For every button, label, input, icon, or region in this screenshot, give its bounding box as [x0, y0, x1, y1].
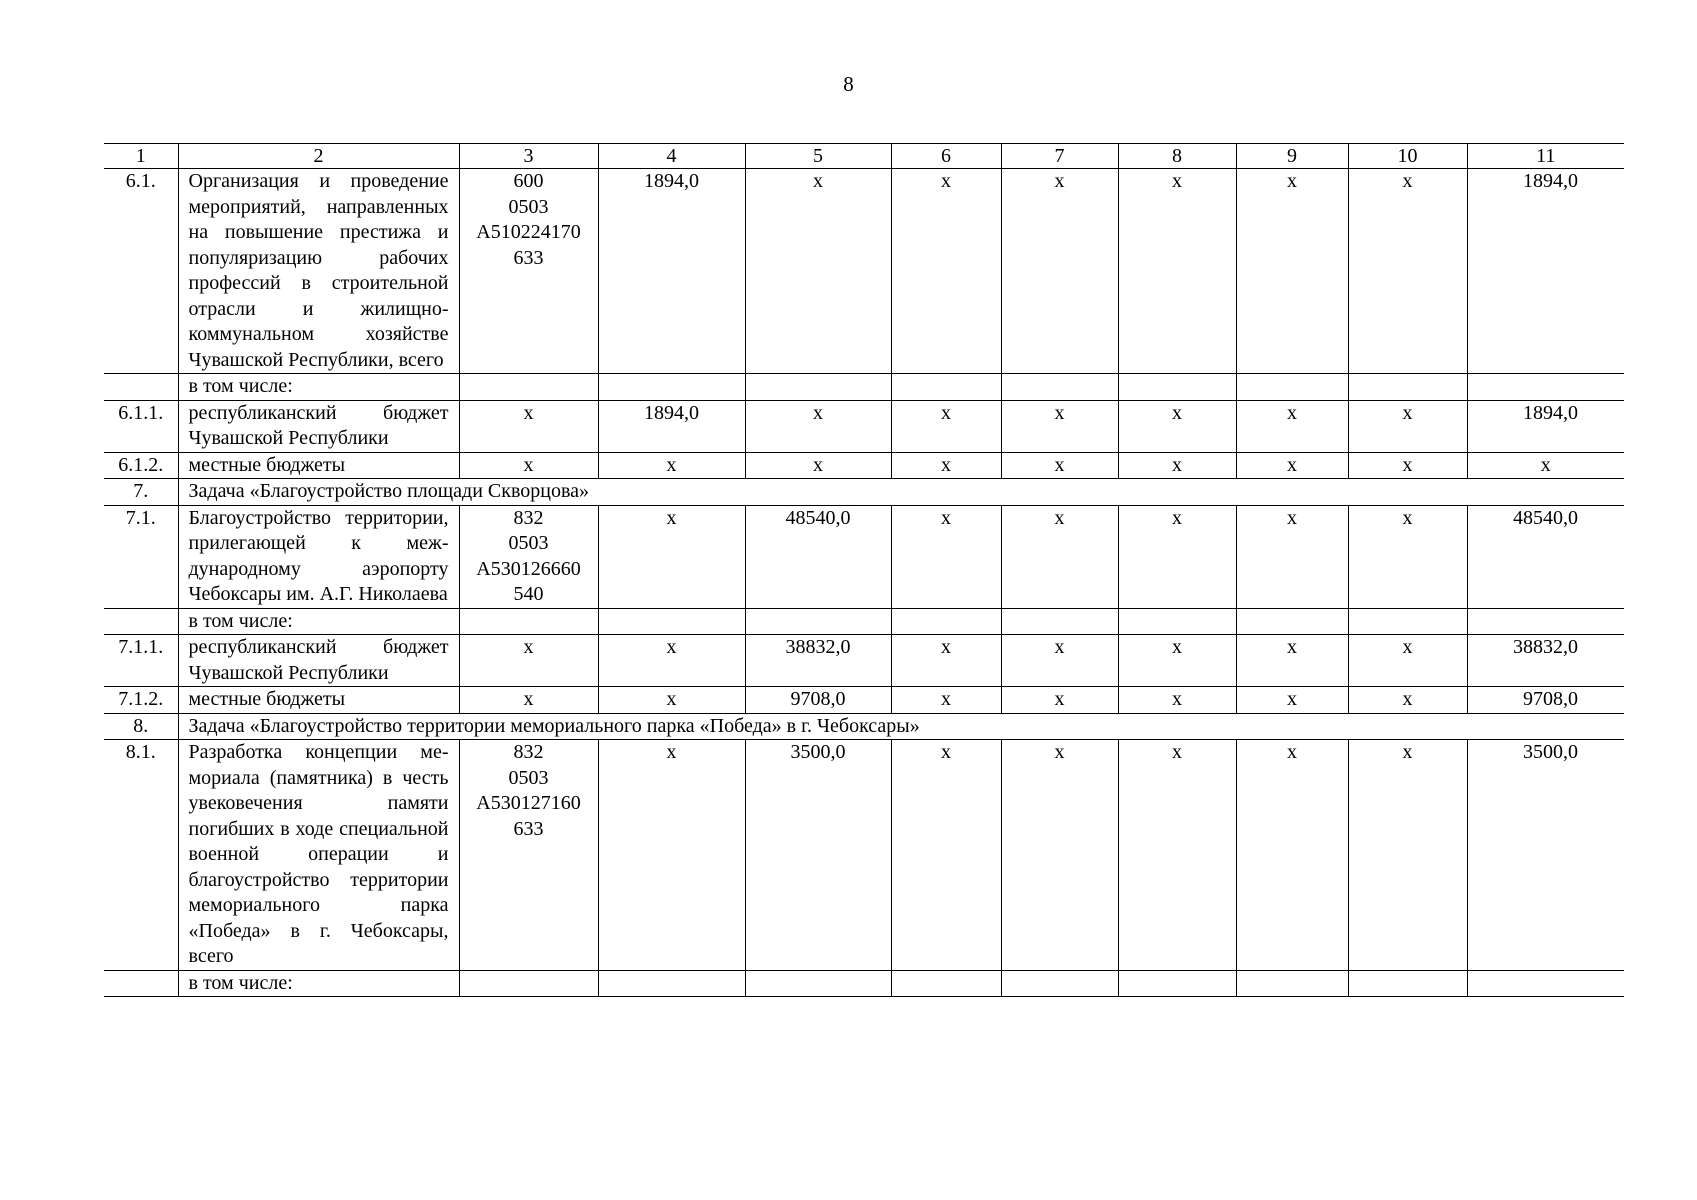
column-number-header [104, 144, 1624, 169]
cell-value: x [1001, 687, 1118, 714]
code-line: A530126660 [476, 557, 581, 580]
cell-value: x [1467, 452, 1624, 479]
header-cell: 2 [178, 144, 459, 169]
cell-value: x [891, 635, 1001, 687]
cell-value: x [1118, 452, 1236, 479]
row-number: 6.1.1. [104, 400, 178, 452]
cell-value: x [1001, 505, 1118, 608]
cell-value: x [1118, 687, 1236, 714]
code-line: 0503 [508, 766, 549, 789]
row-number: 8. [104, 713, 178, 740]
row-number: 7.1. [104, 505, 178, 608]
budget-code [459, 505, 598, 608]
cell-value: x [598, 740, 745, 971]
table-row [104, 452, 1624, 479]
cell-value: x [1348, 169, 1467, 374]
cell-value: x [459, 635, 598, 687]
task-row [104, 479, 1624, 506]
cell-value: x [459, 400, 598, 452]
cell-value: x [1236, 505, 1348, 608]
row-number: 8.1. [104, 740, 178, 971]
row-number: 6.1. [104, 169, 178, 374]
table-row [104, 740, 1624, 971]
cell-value: x [1236, 400, 1348, 452]
cell-value: x [1348, 740, 1467, 971]
cell-value: x [459, 452, 598, 479]
budget-code [459, 740, 598, 971]
table-row [104, 687, 1624, 714]
header-cell: 5 [745, 144, 891, 169]
row-name: республиканский бюджет Чувашской Республики [178, 635, 459, 687]
budget-code [459, 169, 598, 374]
row-number: 6.1.2. [104, 452, 178, 479]
row-name: Организация и проведение мероприятий, направленных на повышение престижа и популяризацию рабочих профессий в строительной отрасли и жилищно-коммунальном хозяйстве Чувашской Республики, всего [178, 169, 459, 374]
header-cell: 10 [1348, 144, 1467, 169]
code-line: 832 [513, 506, 544, 529]
code-line: 832 [513, 741, 544, 763]
cell-value: x [598, 687, 745, 714]
cell-value: x [1118, 505, 1236, 608]
cell-value: x [1001, 400, 1118, 452]
table-row [104, 374, 1624, 401]
header-cell: 7 [1001, 144, 1118, 169]
cell-value: x [1118, 635, 1236, 687]
cell-value: x [598, 635, 745, 687]
header-cell: 4 [598, 144, 745, 169]
code-line: 540 [513, 583, 544, 605]
cell-value: x [1001, 169, 1118, 374]
cell-value: x [1236, 687, 1348, 714]
cell-value: x [1001, 635, 1118, 687]
cell-value: x [1348, 687, 1467, 714]
cell-value: x [1236, 452, 1348, 479]
code-line: A530127160 [476, 792, 581, 814]
cell-value: x [891, 400, 1001, 452]
code-line: A510224170 [476, 221, 581, 243]
code-line: 0503 [508, 532, 549, 554]
row-name: республиканский бюджет Чувашской Республики [178, 400, 459, 452]
cell-value: x [1118, 400, 1236, 452]
row-name: местные бюджеты [178, 687, 459, 714]
row-name: Благоустройство территории, прилегающей к международному аэропорту Чебоксары им. А.Г. Николаева [178, 505, 459, 608]
cell-value: x [459, 687, 598, 714]
cell-value: x [891, 505, 1001, 608]
cell-value: x [1348, 400, 1467, 452]
cell-value: x [745, 400, 891, 452]
task-title: Задача «Благоустройство площади Скворцова» [178, 479, 1624, 506]
cell-value: x [891, 687, 1001, 714]
cell-value: x [598, 505, 745, 608]
header-cell: 1 [104, 144, 178, 169]
cell-value: 48540,0 [745, 505, 891, 608]
row-name: местные бюджеты [178, 452, 459, 479]
cell-value: x [1348, 505, 1467, 608]
table-row [104, 505, 1624, 608]
cell-value: x [745, 169, 891, 374]
cell-value: x [1348, 635, 1467, 687]
cell-value: x [1118, 740, 1236, 971]
cell-value: x [1001, 740, 1118, 971]
cell-value: x [1236, 169, 1348, 374]
cell-value: 3500,0 [745, 740, 891, 971]
cell-value: x [1118, 169, 1236, 374]
table-row [104, 400, 1624, 452]
cell-value: 1894,0 [598, 169, 745, 374]
row-number: 7.1.1. [104, 635, 178, 687]
header-cell: 3 [459, 144, 598, 169]
cell-value: x [1348, 452, 1467, 479]
row-name: в том числе: [178, 970, 459, 997]
code-line: 0503 [508, 195, 549, 218]
code-line: 600 [513, 170, 544, 192]
header-cell: 8 [1118, 144, 1236, 169]
cell-value: x [1236, 635, 1348, 687]
table-row [104, 635, 1624, 687]
cell-value: x [1001, 452, 1118, 479]
task-title: Задача «Благоустройство территории мемориального парка «Победа» в г. Чебоксары» [178, 713, 1624, 740]
table-row [104, 970, 1624, 997]
cell-value: 9708,0 [745, 687, 891, 714]
code-line: 633 [513, 817, 544, 840]
cell-value: 3500,0 [1467, 740, 1624, 971]
header-cell: 11 [1467, 144, 1624, 169]
row-number: 7. [104, 479, 178, 506]
cell-value: x [891, 452, 1001, 479]
table-row [104, 608, 1624, 635]
cell-value: x [1236, 740, 1348, 971]
header-cell: 9 [1236, 144, 1348, 169]
cell-value: x [745, 452, 891, 479]
cell-value: x [891, 740, 1001, 971]
row-name: в том числе: [178, 374, 459, 401]
code-line: 633 [513, 246, 544, 269]
cell-value: 48540,0 [1467, 505, 1624, 608]
page-number: 8 [843, 72, 854, 96]
row-name: в том числе: [178, 608, 459, 635]
cell-value: 1894,0 [598, 400, 745, 452]
cell-value: 1894,0 [1467, 400, 1624, 452]
row-name: Разработка концепции мемориала (памятника) в честь увековечения памяти погибших в ходе специальной военной операции и благоустройство территории мемориального парка «Победа» в г. Чебоксары, всего [178, 740, 459, 971]
task-row [104, 713, 1624, 740]
header-cell: 6 [891, 144, 1001, 169]
cell-value: x [598, 452, 745, 479]
row-number: 7.1.2. [104, 687, 178, 714]
cell-value: x [891, 169, 1001, 374]
budget-table [104, 143, 1624, 997]
cell-value: 9708,0 [1467, 687, 1624, 714]
cell-value: 38832,0 [745, 635, 891, 687]
cell-value: 38832,0 [1467, 635, 1624, 687]
cell-value: 1894,0 [1467, 169, 1624, 374]
table-row [104, 169, 1624, 374]
